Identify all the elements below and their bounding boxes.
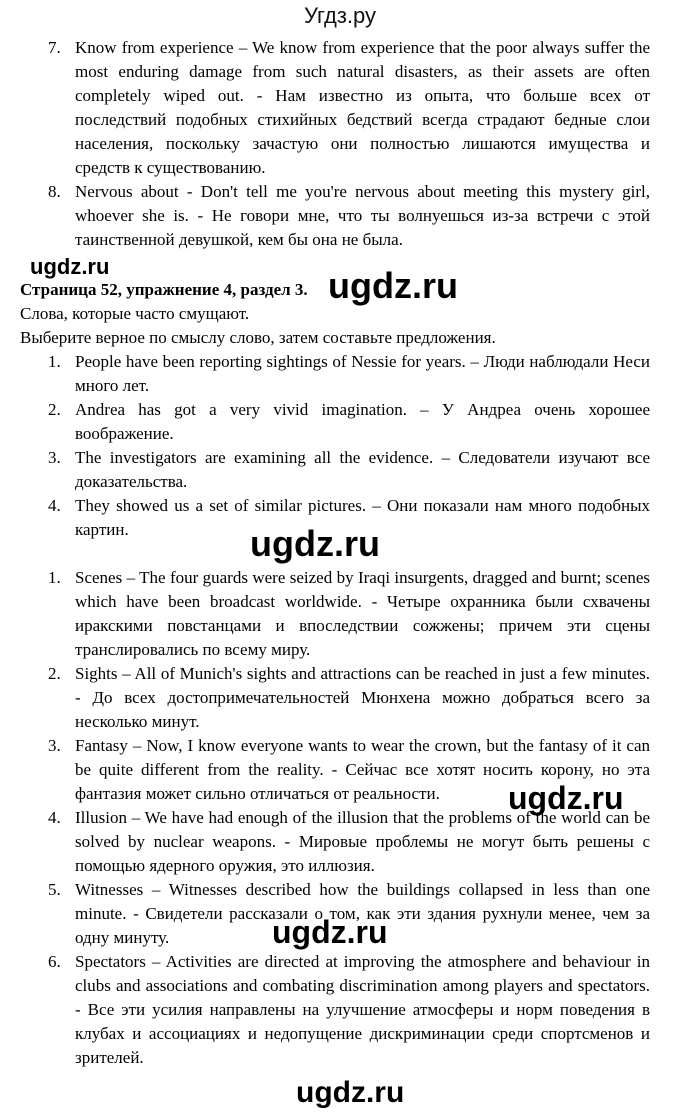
item-text: Fantasy – Now, I know everyone wants to wear the crown, but the fantasy of it can be quite different from the reality. - Сейчас все хотят носить корону, но эта фантазия может сильно отличаться от реальности. bbox=[75, 736, 650, 803]
list-item bbox=[48, 398, 650, 446]
item-number: 5. bbox=[48, 880, 61, 899]
item-number: 3. bbox=[48, 448, 61, 467]
list-item bbox=[48, 566, 650, 662]
item-number: 1. bbox=[48, 568, 61, 587]
list-item bbox=[48, 350, 650, 398]
list-item bbox=[48, 180, 650, 252]
list-item bbox=[48, 446, 650, 494]
item-text: Know from experience – We know from experience that the poor always suffer the most enduring damage from such natural disasters, as their assets are often completely wiped out. - Нам известно из опыта, что больше всех от последствий подобных стихийных бедствий всегда страдают бедные слои населения, поскольку зачастую они полностью лишаются имущества и средств к существованию. bbox=[75, 38, 650, 177]
list-item bbox=[48, 36, 650, 180]
intro-line: Слова, которые часто смущают. bbox=[20, 304, 250, 323]
watermark: ugdz.ru bbox=[272, 914, 388, 950]
watermark: ugdz.ru bbox=[30, 254, 110, 279]
list-item bbox=[48, 806, 650, 878]
item-text: Illusion – We have had enough of the illusion that the problems of the world can be solved by nuclear weapons. - Мировые проблемы не могут быть решены с помощью ядерного оружия, это иллюзия. bbox=[75, 808, 650, 875]
item-text: The investigators are examining all the evidence. – Следователи изучают все доказательства. bbox=[75, 448, 650, 491]
watermark: ugdz.ru bbox=[508, 780, 624, 816]
list-item bbox=[48, 662, 650, 734]
item-text: Spectators – Activities are directed at improving the atmosphere and behaviour in clubs and associations and combating discrimination among players and spectators. - Все эти усилия направлены на улучшение атмосферы и норм поведения в клубах и ассоциациях и недопущение дискриминации среди спортсменов и зрителей. bbox=[75, 952, 650, 1067]
item-number: 6. bbox=[48, 952, 61, 971]
item-number: 4. bbox=[48, 496, 61, 515]
item-number: 2. bbox=[48, 664, 61, 683]
section-heading: Страница 52, упражнение 4, раздел 3. bbox=[20, 280, 308, 299]
item-text: Sights – All of Munich's sights and attractions can be reached in just a few minutes. - До всех достопримечательностей Мюнхена можно добраться всего за несколько минут. bbox=[75, 664, 650, 731]
item-number: 4. bbox=[48, 808, 61, 827]
intro-line: Выберите верное по смыслу слово, затем составьте предложения. bbox=[20, 328, 496, 347]
item-text: They showed us a set of similar pictures. – Они показали нам много подобных картин. bbox=[75, 496, 650, 539]
item-number: 8. bbox=[48, 182, 61, 201]
list-item bbox=[48, 950, 650, 1070]
item-number: 3. bbox=[48, 736, 61, 755]
item-text: People have been reporting sightings of Nessie for years. – Люди наблюдали Неси много лет. bbox=[75, 352, 650, 395]
item-text: Nervous about - Don't tell me you're nervous about meeting this mystery girl, whoever she is. - Не говори мне, что ты волнуешься из-за встречи с этой таинственной девушкой, кем бы она не была. bbox=[75, 182, 650, 249]
site-title: Угдз.ру bbox=[303, 3, 377, 28]
item-number: 2. bbox=[48, 400, 61, 419]
watermark: ugdz.ru bbox=[328, 265, 458, 306]
watermark: ugdz.ru bbox=[250, 523, 380, 564]
item-text: Witnesses – Witnesses described how the buildings collapsed in less than one minute. - Свидетели рассказали о том, как эти здания рухнули менее, чем за одну минуту. bbox=[75, 880, 650, 947]
item-text: Andrea has got a very vivid imagination. – У Андреа очень хорошее воображение. bbox=[75, 400, 650, 443]
watermark: ugdz.ru bbox=[296, 1076, 405, 1109]
item-number: 1. bbox=[48, 352, 61, 371]
item-text: Scenes – The four guards were seized by Iraqi insurgents, dragged and burnt; scenes which have been broadcast worldwide. - Четыре охранника были схвачены иракскими повстанцами и впоследствии сожжены; причем эти сцены транслировались по всему миру. bbox=[75, 568, 650, 659]
item-number: 7. bbox=[48, 38, 61, 57]
